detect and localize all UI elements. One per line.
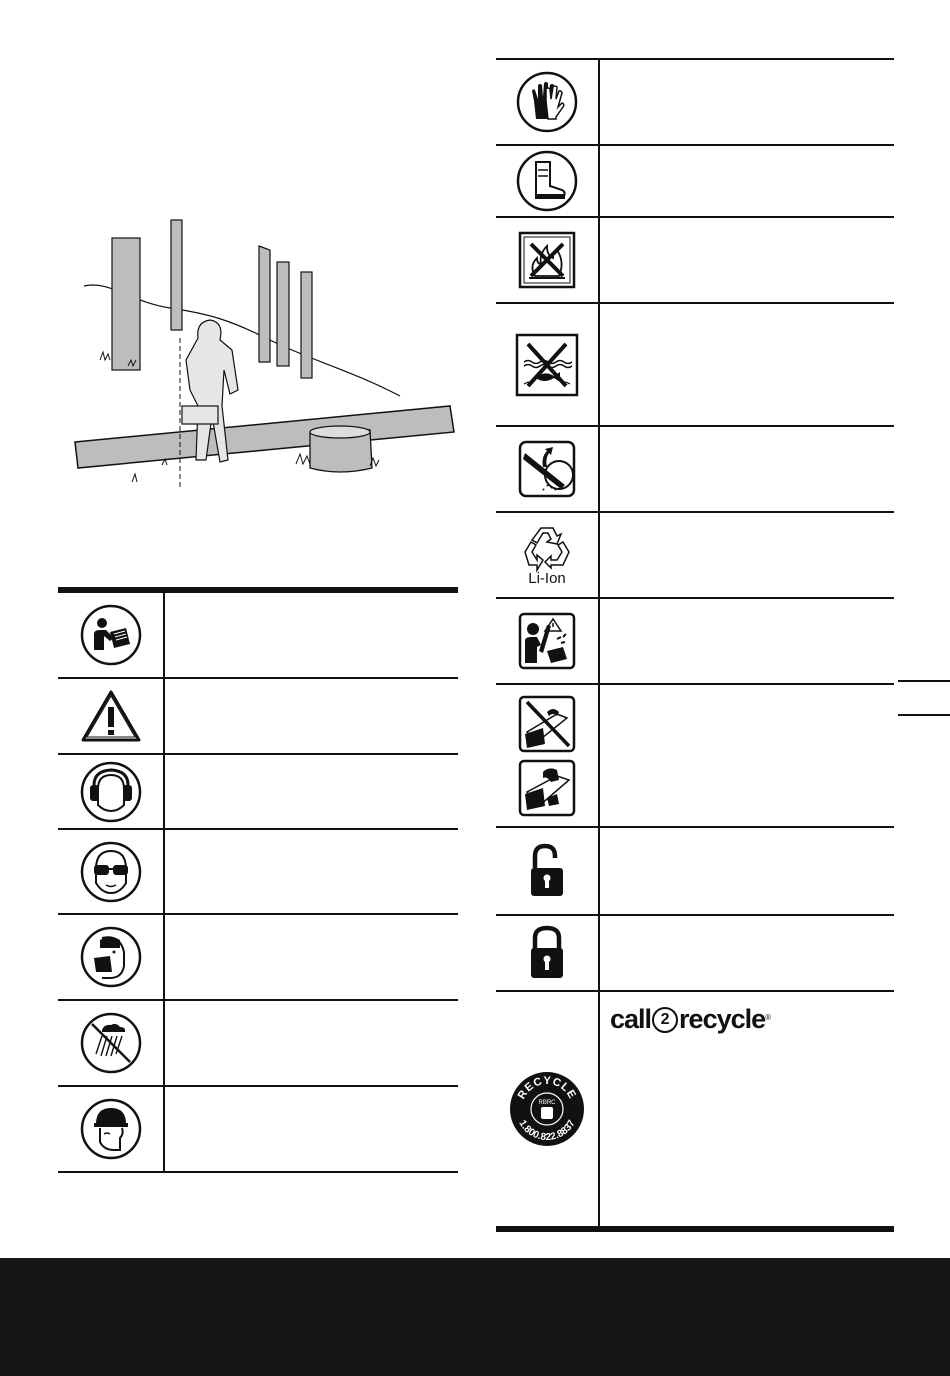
call2recycle-logo [610, 1004, 770, 1035]
felling-illustration [70, 210, 460, 500]
bystanders-warning-icon [517, 611, 577, 671]
rbrc-seal-bottom-text: 1.800.822.8837 [516, 1118, 578, 1144]
call2recycle-circled-two: 2 [652, 1007, 678, 1033]
call2recycle-part3: recycle [679, 1004, 766, 1034]
left-symbol-table [58, 587, 458, 1173]
kickback-warning-icon [517, 439, 577, 499]
two-hand-operation-icon [517, 758, 577, 818]
locked-icon [527, 924, 567, 982]
ear-protection-icon [80, 761, 142, 823]
no-fire-disposal-icon [517, 230, 577, 290]
warning-icon [80, 688, 142, 744]
safety-boots-icon [516, 150, 578, 212]
rbrc-seal-top-text: RECYCLE [515, 1074, 579, 1102]
thumb-tab-bottom-line [898, 714, 950, 716]
thumb-tab-top-line [898, 680, 950, 682]
rbrc-recycle-seal [508, 1070, 586, 1148]
eye-protection-icon [80, 841, 142, 903]
dust-mask-icon [80, 926, 142, 988]
read-manual-icon [80, 604, 142, 666]
no-water-disposal-icon [514, 332, 580, 398]
head-protection-icon [80, 1098, 142, 1160]
registered-mark: ® [765, 1013, 771, 1022]
unlocked-icon [527, 842, 567, 900]
rbrc-seal-middle-text: RBRC [538, 1100, 556, 1106]
call2recycle-part1: call [610, 1004, 652, 1034]
right-symbol-table [496, 58, 894, 1232]
footer-band [0, 1258, 950, 1376]
gloves-icon [516, 71, 578, 133]
no-rain-icon [80, 1012, 142, 1074]
recycle-arrows-icon [519, 524, 575, 574]
no-one-hand-operation-icon [517, 694, 577, 754]
li-ion-label: Li-Ion [528, 569, 566, 587]
